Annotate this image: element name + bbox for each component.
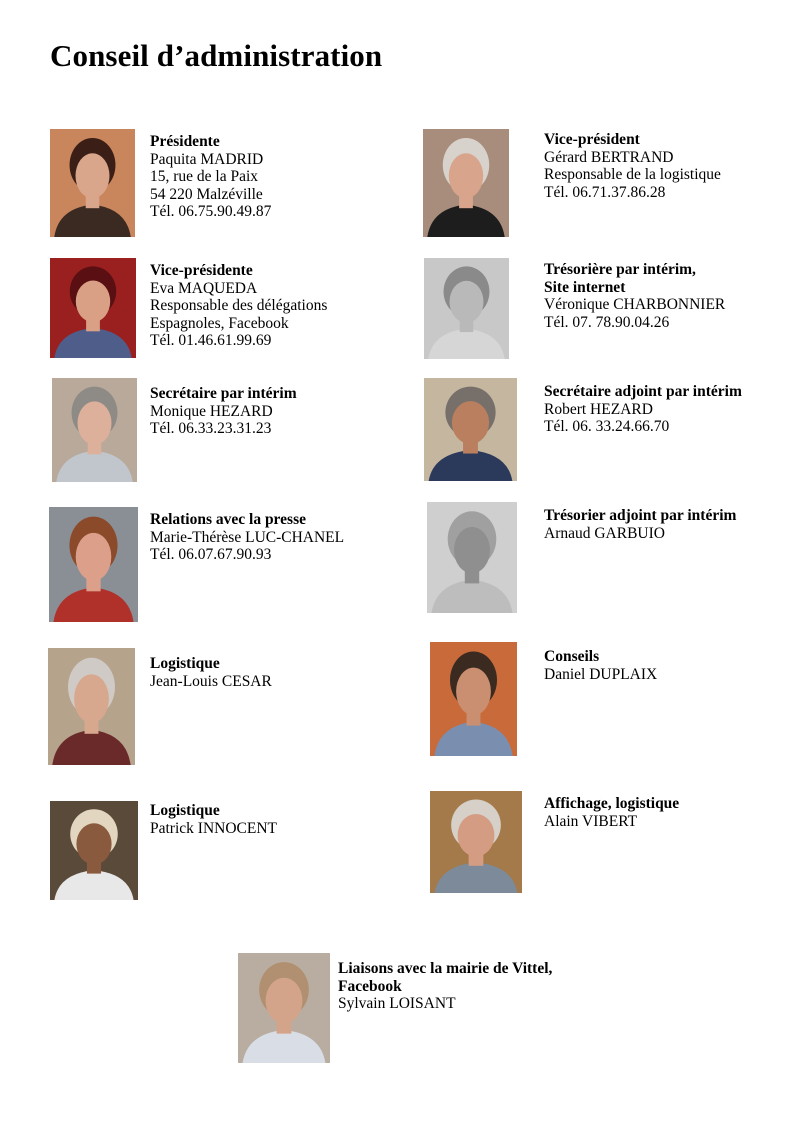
photo-face: [449, 153, 483, 198]
portrait-image: [430, 642, 517, 756]
member-info: [544, 261, 725, 331]
photo-face: [454, 527, 490, 573]
member-role: Trésorière par intérim,: [544, 261, 696, 278]
member-detail: Tél. 01.46.61.99.69: [150, 332, 272, 349]
photo-face: [78, 401, 112, 444]
member-name: Gérard BERTRAND: [544, 148, 674, 166]
member-name: Daniel DUPLAIX: [544, 665, 658, 683]
member-role: Logistique: [150, 802, 220, 819]
member-name: Alain VIBERT: [544, 812, 638, 830]
member-info: [544, 507, 736, 542]
member-detail: Tél. 06.33.23.31.23: [150, 420, 272, 437]
member-photo: [52, 378, 137, 482]
photo-face: [76, 823, 111, 864]
member-detail: Tél. 06. 33.24.66.70: [544, 418, 670, 435]
photo-face: [76, 153, 110, 198]
portrait-image: [50, 129, 135, 237]
portrait-image: [52, 378, 137, 482]
member-info: [150, 262, 327, 350]
member-info: [150, 655, 272, 690]
portrait-image: [48, 648, 135, 765]
member-role: Affichage, logistique: [544, 795, 680, 812]
member-detail: Tél. 06.71.37.86.28: [544, 183, 666, 201]
member-info: [544, 648, 657, 683]
member-photo: [430, 642, 517, 756]
member-detail: Espagnoles, Facebook: [150, 314, 289, 332]
member-detail: Tél. 07. 78.90.04.26: [544, 313, 670, 331]
member-info: [544, 795, 679, 830]
member-role: Relations avec la presse: [150, 511, 306, 528]
member-role: Logistique: [150, 655, 220, 672]
member-info: [150, 511, 344, 564]
photo-face: [458, 814, 495, 857]
portrait-image: [238, 953, 330, 1063]
member-role: Secrétaire par intérim: [150, 385, 297, 402]
member-role: Liaisons avec la mairie de Vittel,: [338, 960, 553, 977]
photo-face: [456, 668, 491, 716]
portrait-image: [50, 258, 136, 358]
portrait-image: [50, 801, 138, 900]
member-photo: [49, 507, 138, 622]
member-photo: [48, 648, 135, 765]
portrait-image: [427, 502, 517, 613]
member-role: Conseils: [544, 648, 600, 665]
portrait-image: [423, 129, 509, 237]
member-photo: [424, 378, 517, 481]
member-role: Secrétaire adjoint par intérim: [544, 383, 742, 400]
photo-face: [76, 533, 112, 581]
photo-face: [266, 978, 303, 1024]
portrait-image: [424, 378, 517, 481]
member-detail: Tél. 06.07.67.90.93: [150, 546, 272, 563]
member-photo: [424, 258, 509, 359]
member-photo: [423, 129, 509, 237]
member-info: [150, 133, 271, 221]
member-detail: Responsable des délégations: [150, 297, 328, 314]
member-photo: [238, 953, 330, 1063]
member-photo: [427, 502, 517, 613]
member-detail: Responsable de la logistique: [544, 166, 721, 183]
member-name: Jean-Louis CESAR: [150, 672, 272, 690]
member-detail: 54 220 Malzéville: [150, 185, 263, 203]
member-info: [338, 960, 552, 1013]
member-role: Vice-président: [544, 131, 640, 148]
member-photo: [430, 791, 522, 893]
member-role: Trésorier adjoint par intérim: [544, 507, 737, 524]
member-role: Site internet: [544, 278, 626, 296]
portrait-image: [430, 791, 522, 893]
member-role: Vice-présidente: [150, 262, 253, 279]
member-name: Patrick INNOCENT: [150, 819, 277, 837]
member-info: [544, 131, 721, 201]
member-name: Véronique CHARBONNIER: [544, 296, 726, 313]
photo-face: [450, 281, 484, 323]
member-name: Sylvain LOISANT: [338, 995, 456, 1012]
member-role: Présidente: [150, 133, 220, 150]
member-role: Facebook: [338, 977, 402, 995]
member-name: Monique HEZARD: [150, 402, 273, 420]
member-photo: [50, 801, 138, 900]
member-info: [150, 385, 297, 438]
member-photo: [50, 258, 136, 358]
member-info: [544, 383, 742, 436]
member-detail: 15, rue de la Paix: [150, 168, 259, 185]
member-name: Eva MAQUEDA: [150, 279, 258, 297]
photo-face: [76, 281, 110, 323]
member-name: Arnaud GARBUIO: [544, 524, 665, 542]
portrait-image: [49, 507, 138, 622]
member-photo: [50, 129, 135, 237]
page-title: Conseil d’administration: [50, 38, 383, 73]
member-name: Robert HEZARD: [544, 400, 653, 418]
portrait-image: [424, 258, 509, 359]
photo-face: [74, 674, 109, 723]
member-name: Paquita MADRID: [150, 150, 264, 168]
member-name: Marie-Thérèse LUC-CHANEL: [150, 528, 345, 546]
member-detail: Tél. 06.75.90.49.87: [150, 203, 272, 220]
member-info: [150, 802, 277, 837]
photo-face: [452, 401, 489, 444]
